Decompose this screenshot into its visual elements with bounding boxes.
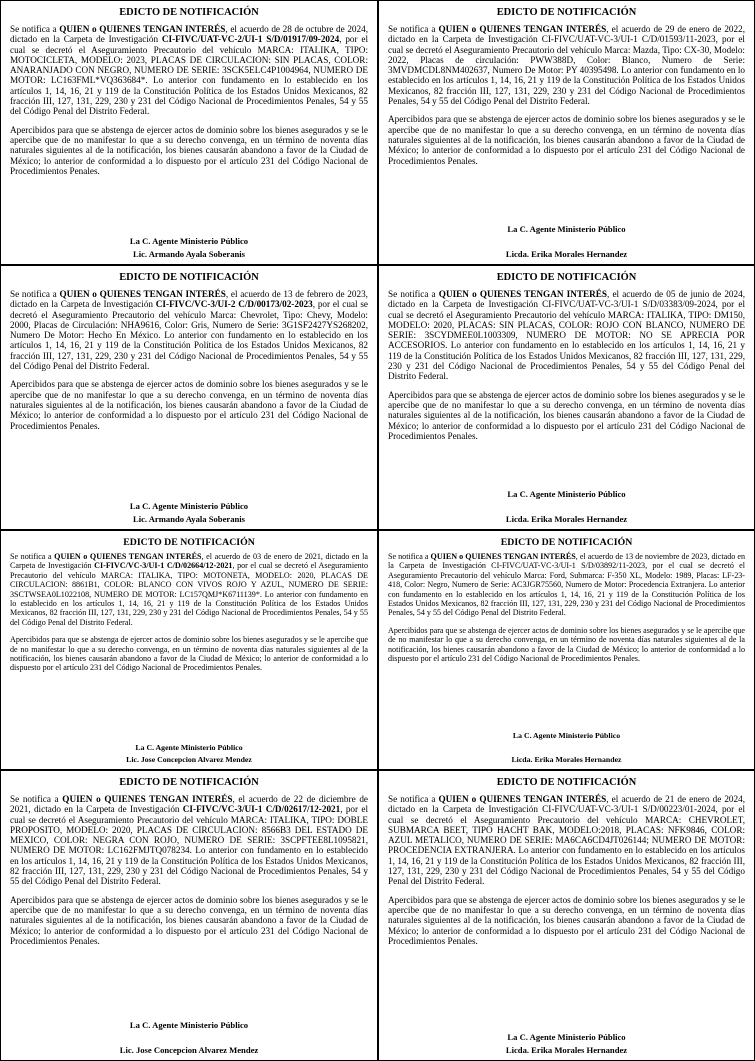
notice-title: EDICTO DE NOTIFICACIÓN xyxy=(496,272,637,283)
notice-title: EDICTO DE NOTIFICACIÓN xyxy=(496,7,637,18)
notice-text: , por el cual se decretó el Aseguramiento Precautorio del vehículo Marca: Chevrolet, Tipo: Chevy, Modelo: 2000, Placas de Circulación: NHA9616, Color: Gris, Numero de Serie: 3G1SF2427YS268202, Numero De Motor: Hecho En México. Lo anterior con fundamento en lo establecido en los artículos 1, 14, 16, 21 y 119 de la Constitución Política de los Estados Unidos Mexicanos, 82 fracción III, 127, 131, 229, 230 y 231 del Código Nacional de Procedimientos Penales, 54 y 55 del Código Penal del Distrito Federal. xyxy=(10,299,369,372)
notice-case-number: CI-FIVC/UAT-VC-2/UI-1 S/D/01917/09-2024 xyxy=(161,34,340,45)
notice-addressee: QUIEN o QUIENES TENGAN INTERÉS xyxy=(430,552,576,561)
notice-signature xyxy=(388,211,745,264)
notice-warning: Apercibidos para que se abstenga de ejercer actos de dominio sobre los bienes asegurados y se le apercibe que de no manifestar lo que a su derecho convenga, en un término de noventa días naturales siguientes al de la notificación, los bienes causarán abandono a favor de la Ciudad de México; lo anterior de conformidad a lo dispuesto por el artículo 231 del Código Nacional de Procedimientos Penales. xyxy=(388,114,745,166)
notice-case-number: CI-FIVC/VC-3/UI-1 C/D/02664/12-2021 xyxy=(94,561,233,571)
signature-role: La C. Agente Ministerio Público xyxy=(129,236,249,246)
notice-warning: Apercibidos para que se abstenga de ejercer actos de dominio sobre los bienes asegurados y se le apercibe que de no manifestar lo que a su derecho convenga, en un término de noventa días naturales siguientes al de la notificación, los bienes causarán abandono a favor de la Ciudad de México; lo anterior de conformidad a lo dispuesto por el artículo 231 del Código Nacional de Procedimientos Penales. xyxy=(10,635,368,673)
notice-addressee: QUIEN o QUIENES TENGAN INTERÉS xyxy=(438,794,607,804)
notice-body xyxy=(388,794,745,887)
notice-text: , el acuerdo de 29 de enero de 2022, dictado en la Carpeta de Investigación CI-FIVC/UAT-VC-3/UI-1 C/D/01593/11-2023, por el cual se decretó el Aseguramiento Precautorio del vehículo Marca: Mazda, Tipo: CX-30, Modelo: 2022, Placas de circulación: PWW388D, Color: Blanco, Numero de Serie: 3MVDMCDL8NM402637, Numero De Motor: PY 40395498. Lo anterior con fundamento en lo establecido en los artículos 1, 14, 16, 21 y 119 de la Constitución Política de los Estados Unidos Mexicanos, 82 fracción III, 127, 131, 229, 230 y 231 del Código Nacional de Procedimientos Penales, 54 y 55 del Código Penal del Distrito Federal. xyxy=(388,24,746,107)
notice-text: , el acuerdo de 03 de enero de 2021, dictado en la Carpeta de Investigación xyxy=(10,552,368,571)
signature-name: Licda. Erika Morales Hernandez xyxy=(505,514,628,524)
notice-title: EDICTO DE NOTIFICACIÓN xyxy=(119,777,259,788)
signature-name: Lic. Armando Ayala Soberanis xyxy=(132,514,246,524)
notice-text: , el acuerdo de 13 de noviembre de 2023, dictado en la Carpeta de Investigación CI-FIVC/UAT-VC-3/UI-1 S/D/03892/11-2023, por el cual se decretó el Aseguramiento Precautorio del vehículo Marca: Ford, Submarca: F-350 XL, Modelo: 1989, Placas: LF-23-418, Color: Negro, Numero de Serie: AC3JGR75560, Numero de Motor: Procedencia Extranjera. Lo anterior con fundamento en lo establecido en los artículos 1, 14, 16, 21 y 119 de la Constitución Política de los Estados Unidos Mexicanos, 82 fracción III, 127, 131, 229, 230 y 231 del Código Nacional de Procedimientos Penales, 54 y 55 del Código Penal del Distrito Federal. xyxy=(388,552,745,618)
notice-body xyxy=(388,24,745,106)
notice-addressee: QUIEN o QUIENES TENGAN INTERÉS xyxy=(59,289,226,299)
notice-title: EDICTO DE NOTIFICACIÓN xyxy=(496,777,637,788)
notice-warning: Apercibidos para que se abstenga de ejercer actos de dominio sobre los bienes asegurados y se le apercibe que de no manifestar lo que a su derecho convenga, en un término de noventa días naturales siguientes al de la notificación, los bienes causarán abandono a favor de la Ciudad de México; lo anterior de conformidad a lo dispuesto por el artículo 231 del Código Nacional de Procedimientos Penales. xyxy=(388,389,745,441)
notice-body xyxy=(10,552,368,627)
notice-card xyxy=(378,530,755,770)
notice-text: Se notifica a xyxy=(10,24,60,34)
notice-warning: Apercibidos para que se abstenga de ejercer actos de dominio sobre los bienes asegurados y se le apercibe que de no manifestar lo que a su derecho convenga, en un término de noventa días naturales siguientes al de la notificación, los bienes causarán abandono a favor de la Ciudad de México; lo anterior de conformidad a lo dispuesto por el artículo 231 del Código Nacional de Procedimientos Penales. xyxy=(10,124,368,176)
signature-role: La C. Agente Ministerio Público xyxy=(129,501,249,511)
notice-warning: Apercibidos para que se abstenga de ejercer actos de dominio sobre los bienes asegurados y se le apercibe que de no manifestar lo que a su derecho convenga, en un término de noventa días naturales siguientes al de la notificación, los bienes causarán abandono a favor de la Ciudad de México; lo anterior de conformidad a lo dispuesto por el artículo 231 del Código Nacional de Procedimientos Penales. xyxy=(388,894,745,946)
notice-title: EDICTO DE NOTIFICACIÓN xyxy=(119,272,259,283)
notice-signature xyxy=(10,1007,368,1060)
notice-case-number: CI-FIVC/VC-3/UI-1 C/D/02617/12-2021 xyxy=(182,804,341,815)
notice-text: Se notifica a xyxy=(10,552,55,561)
notice-body xyxy=(388,289,745,382)
notice-card xyxy=(0,770,378,1061)
notice-warning: Apercibidos para que se abstenga de ejercer actos de dominio sobre los bienes asegurados y se le apercibe que de no manifestar lo que a su derecho convenga, en un término de noventa días naturales siguientes al de la notificación, los bienes causarán abandono a favor de la Ciudad de México; lo anterior de conformidad a lo dispuesto por el artículo 231 del Código Nacional de Procedimientos Penales. xyxy=(388,625,745,664)
notice-text: , por el cual se decretó el Aseguramiento Precautorio del vehículo MARCA: ITALIKA, TIPO: MOTOCICLETA, MODELO: 2023, PLACAS DE CIRCULACION: SIN PLACAS, COLOR: ANARANJADO CON NEGRO, NUMERO DE SERIE: 3SCK5ELC4P1004964, NUMERO DE MOTOR: LC163FML*VQ363684*. Lo anterior con fundamento en lo establecido en los artículos 1, 14, 16, 21 y 119 de la Constitución Política de los Estados Unidos Mexicanos, 82 fracción III, 127, 131, 229, 230 y 231 del Código Nacional de Procedimientos Penales, 54 y 55 del Código Penal del Distrito Federal. xyxy=(10,34,368,117)
notice-signature xyxy=(388,1031,745,1060)
notice-case-number: CI-FIVC/VC-3/UI-2 C/D/00173/02-2023 xyxy=(155,299,313,310)
notice-text: , el acuerdo de 21 de enero de 2024, dictado en la Carpeta de Investigación CI-FIVC/UAT-VC-3/UI-1 S/D/00223/01-2024, por el cual se decretó el Aseguramiento Precautorio del vehículo MARCA: CHEVROLET, SUBMARCA BEET, TIPO HACHT BAK, MODELO:2018, PLACAS: NFK9846, COLOR: AZUL METALICO, NUMERO DE SERIE: MA6CA6CD4JT026144; NUMERO DE MOTOR: PROCEDENCIA EXTRANJERA. Lo anterior con fundamento en lo establecido en los artículos 1, 14, 16, 21 y 119 de la Constitución Política de los Estados Unidos Mexicanos, 82 fracción III, 127, 131, 229, 230 y 231 del Código Nacional de Procedimientos Penales, 54 y 55 del Código Penal del Distrito Federal. xyxy=(388,794,746,887)
notice-warning: Apercibidos para que se abstenga de ejercer actos de dominio sobre los bienes asegurados y se le apercibe que de no manifestar lo que a su derecho convenga, en un término de noventa días naturales siguientes al de la notificación, los bienes causarán abandono a favor de la Ciudad de México; lo anterior de conformidad a lo dispuesto por el artículo 231 del Código Nacional de Procedimientos Penales. xyxy=(10,894,368,946)
notice-card xyxy=(378,0,755,265)
notice-addressee: QUIEN o QUIENES TENGAN INTERÉS xyxy=(59,24,226,34)
signature-role: La C. Agente Ministerio Público xyxy=(135,743,243,752)
notice-text: Se notifica a xyxy=(388,289,439,299)
signature-name: Licda. Erika Morales Hernandez xyxy=(505,249,628,259)
signature-role: La C. Agente Ministerio Público xyxy=(507,224,626,234)
signature-name: Licda. Erika Morales Hernandez xyxy=(511,755,622,764)
notice-text: , el acuerdo de 05 de junio de 2024, dictado en la Carpeta de Investigación CI-FIVC/UAT-VC-3/UI-1 S/D/03383/09-2024, por el cual se decretó el Aseguramiento Precautorio del vehículo MARCA: ITALIKA, TIPO: DM150, MODELO: 2020, PLACAS: SIN PLACAS, COLOR: ROJO CON BLANCO, NUMERO DE SERIE: 3SCYDMEE0L1003309, NUMERO DE MOTOR: NO SE APRECIA POR ACCESORIOS. Lo anterior con fundamento en lo establecido en los artículos 1, 14, 16, 21 y 119 de la Constitución Política de los Estados Unidos Mexicanos, 82 fracción III, 127, 131, 229, 230 y 231 del Código Nacional de Procedimientos Penales, 54 y 55 del Código Penal del Distrito Federal. xyxy=(388,289,745,382)
signature-name: Lic. Jose Concepcion Alvarez Mendez xyxy=(126,755,252,764)
notice-title: EDICTO DE NOTIFICACIÓN xyxy=(500,537,633,548)
notice-addressee: QUIEN o QUIENES TENGAN INTERÉS xyxy=(62,794,233,804)
notice-text: , el acuerdo de 22 de diciembre de 2021, dictado en la Carpeta de Investigación xyxy=(10,794,368,815)
notice-card xyxy=(378,770,755,1061)
notice-addressee: QUIEN o QUIENES TENGAN INTERÉS xyxy=(438,24,607,34)
notice-card xyxy=(378,265,755,530)
notice-signature xyxy=(388,476,745,529)
signature-role: La C. Agente Ministerio Público xyxy=(507,1032,626,1042)
notice-title: EDICTO DE NOTIFICACIÓN xyxy=(119,7,259,18)
notice-text: , por el cual se decretó el Aseguramiento Precautorio del vehículo MARCA: ITALIKA, TIPO: DOBLE PROPOSITO, MODELO: 2020, PLACAS DE CIRCULACION: 8566B3 DEL ESTADO DE MEXICO, COLOR: NEGRA CON ROJO, NUMERO DE SERIE: 3SCPFTEE8L1095821, NUMERO DE MOTOR: LC162FMJTQ078234. Lo anterior con fundamento en lo establecido en los artículos 1, 14, 16, 21 y 119 de la Constitución Política de los Estados Unidos Mexicanos, 82 fracción III, 127, 131, 229, 230 y 231 del Código Nacional de Procedimientos Penales, 54 y 55 del Código Penal del Distrito Federal. xyxy=(10,804,368,887)
notice-signature xyxy=(388,718,745,769)
notice-warning: Apercibidos para que se abstenga de ejercer actos de dominio sobre los bienes asegurados y se le apercibe que de no manifestar lo que a su derecho convenga, en un término de noventa días naturales siguientes al de la notificación, los bienes causarán abandono a favor de la Ciudad de México; lo anterior de conformidad a lo dispuesto por el artículo 231 del Código Nacional de Procedimientos Penales. xyxy=(10,379,368,431)
notice-card xyxy=(0,530,378,770)
notice-text: Se notifica a xyxy=(388,552,431,561)
notice-body xyxy=(10,289,368,371)
signature-role: La C. Agente Ministerio Público xyxy=(512,731,621,740)
notice-card xyxy=(0,0,378,265)
notice-text: Se notifica a xyxy=(388,24,439,34)
notice-card xyxy=(0,265,378,530)
signature-role: La C. Agente Ministerio Público xyxy=(129,1020,249,1030)
signature-name: Lic. Jose Concepcion Alvarez Mendez xyxy=(119,1045,259,1055)
signature-name: Licda. Erika Morales Hernandez xyxy=(505,1045,628,1055)
notice-addressee: QUIEN o QUIENES TENGAN INTERÉS xyxy=(438,289,607,299)
notice-text: Se notifica a xyxy=(388,794,439,804)
notice-text: , por el cual se decretó el Aseguramiento Precautorio del vehículo MARCA: ITALIKA, TIPO: MOTONETA, MODELO: 2020, PLACAS DE CIRCULACION: 8861B1, COLOR: BLANCO CON VIVOS ROJO Y AZUL, NUMERO DE SERIE: 3SCTWSEA0L1022108, NUMERO DE MOTOR: LC157QMJ*K6711139*. Lo anterior con fundamento en lo establecido en los artículos 1, 14, 16, 21 y 119 de la Constitución Política de los Estados Unidos Mexicanos, 82 fracción III, 127, 131, 229, 230 y 231 del Código Nacional de Procedimientos Penales, 54 y 55 del Código Penal del Distrito Federal. xyxy=(10,561,368,627)
notice-title: EDICTO DE NOTIFICACIÓN xyxy=(123,537,255,548)
notice-signature xyxy=(10,742,368,769)
signature-role: La C. Agente Ministerio Público xyxy=(507,489,626,499)
notice-signature xyxy=(10,235,368,264)
notice-text: , el acuerdo de 13 de febrero de 2023, dictado en la Carpeta de Investigación xyxy=(10,289,368,310)
notice-body xyxy=(10,24,368,117)
signature-name: Lic. Armando Ayala Soberanis xyxy=(132,249,246,259)
notice-body xyxy=(388,552,745,618)
notice-addressee: QUIEN o QUIENES TENGAN INTERÉS xyxy=(54,552,202,561)
notice-body xyxy=(10,794,368,887)
notice-text: Se notifica a xyxy=(10,289,60,299)
notice-signature xyxy=(10,500,368,529)
notice-text: , el acuerdo de 28 de octubre de 2024, dictado en la Carpeta de Investigación xyxy=(10,24,368,45)
notice-text: Se notifica a xyxy=(10,794,63,804)
